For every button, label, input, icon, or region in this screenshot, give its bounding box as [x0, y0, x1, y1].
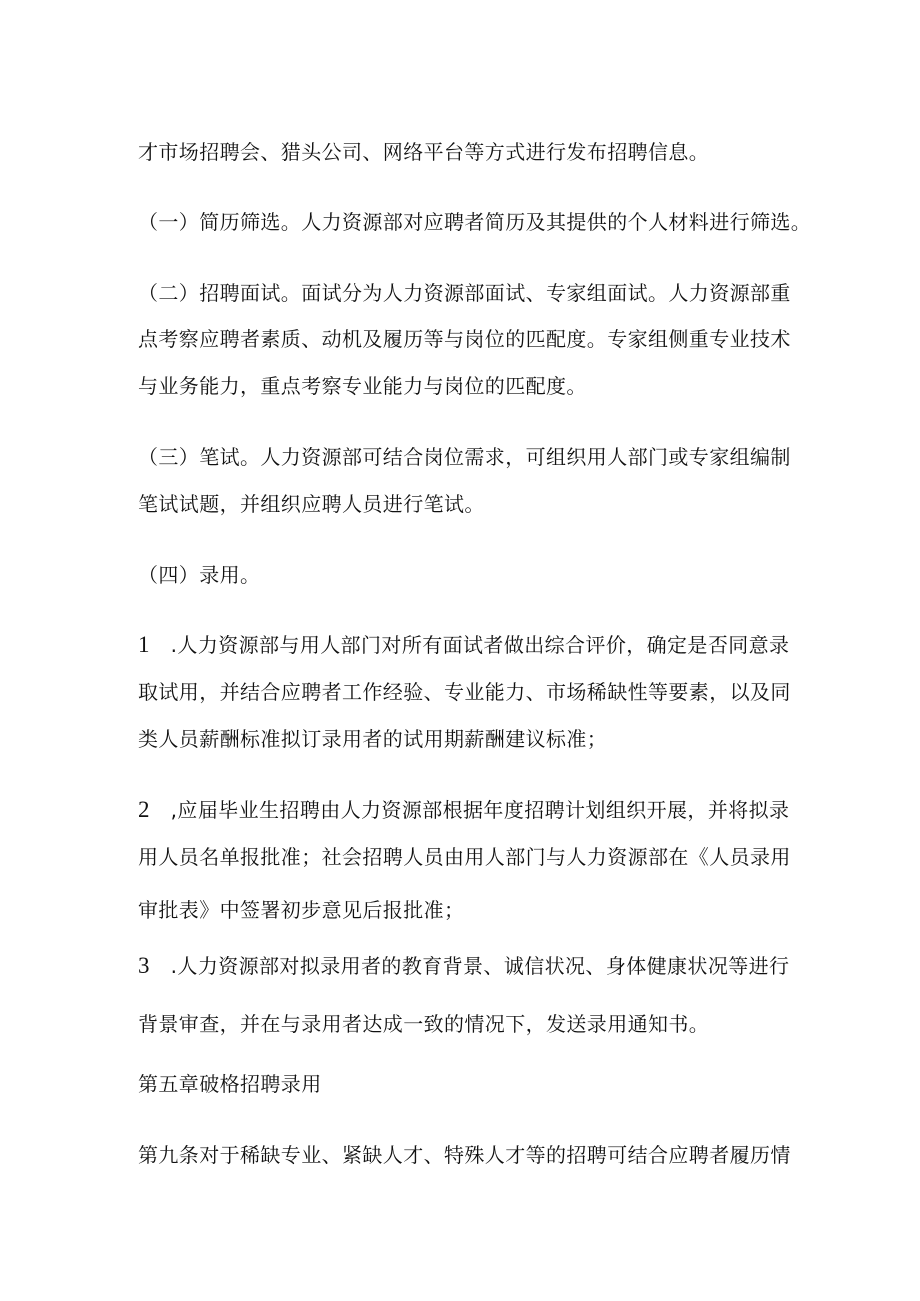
paragraph-line: 类人员薪酬标准拟订录用者的试用期薪酬建议标准； [138, 727, 608, 751]
list-item-number: 2 [138, 797, 150, 822]
list-item-line [138, 631, 789, 659]
list-item-line [138, 952, 789, 980]
paragraph-line: （三）笔试。人力资源部可结合岗位需求，可组织用人部门或专家组编制 [138, 445, 791, 469]
paragraph-line: 与业务能力，重点考察专业能力与岗位的匹配度。 [138, 374, 587, 398]
paragraph-line: （四）录用。 [138, 563, 261, 587]
list-item-text: .人力资源部对拟录用者的教育背景、诚信状况、身体健康状况等进行 [170, 954, 790, 978]
paragraph-line: 用人员名单报批准；社会招聘人员由用人部门与人力资源部在《人员录用 [138, 845, 791, 869]
paragraph-line: 审批表》中签署初步意见后报批准； [138, 898, 465, 922]
paragraph-line: （一）简历筛选。人力资源部对应聘者简历及其提供的个人材料进行筛选。 [138, 210, 812, 234]
paragraph-line: 第九条对于稀缺专业、紧缺人才、特殊人才等的招聘可结合应聘者履历情 [138, 1143, 791, 1167]
paragraph-line: 取试用，并结合应聘者工作经验、专业能力、市场稀缺性等要素，以及同 [138, 680, 791, 704]
paragraph-line: （二）招聘面试。面试分为人力资源部面试、专家组面试。人力资源部重 [138, 281, 791, 305]
paragraph-line: 背景审查，并在与录用者达成一致的情况下，发送录用通知书。 [138, 1012, 710, 1036]
paragraph-line: 点考察应聘者素质、动机及履历等与岗位的匹配度。专家组侧重专业技术 [138, 327, 791, 351]
list-item-number: 3 [138, 953, 150, 978]
paragraph-line: 笔试试题，并组织应聘人员进行笔试。 [138, 492, 485, 516]
list-item-line [138, 796, 789, 824]
chapter-heading: 第五章破格招聘录用 [138, 1072, 322, 1096]
list-item-text: .人力资源部与用人部门对所有面试者做出综合评价，确定是否同意录 [170, 633, 790, 657]
list-item-text: ,应届毕业生招聘由人力资源部根据年度招聘计划组织开展，并将拟录 [170, 798, 790, 822]
list-item-number: 1 [138, 632, 150, 657]
paragraph-line: 才市场招聘会、猎头公司、网络平台等方式进行发布招聘信息。 [138, 140, 710, 164]
